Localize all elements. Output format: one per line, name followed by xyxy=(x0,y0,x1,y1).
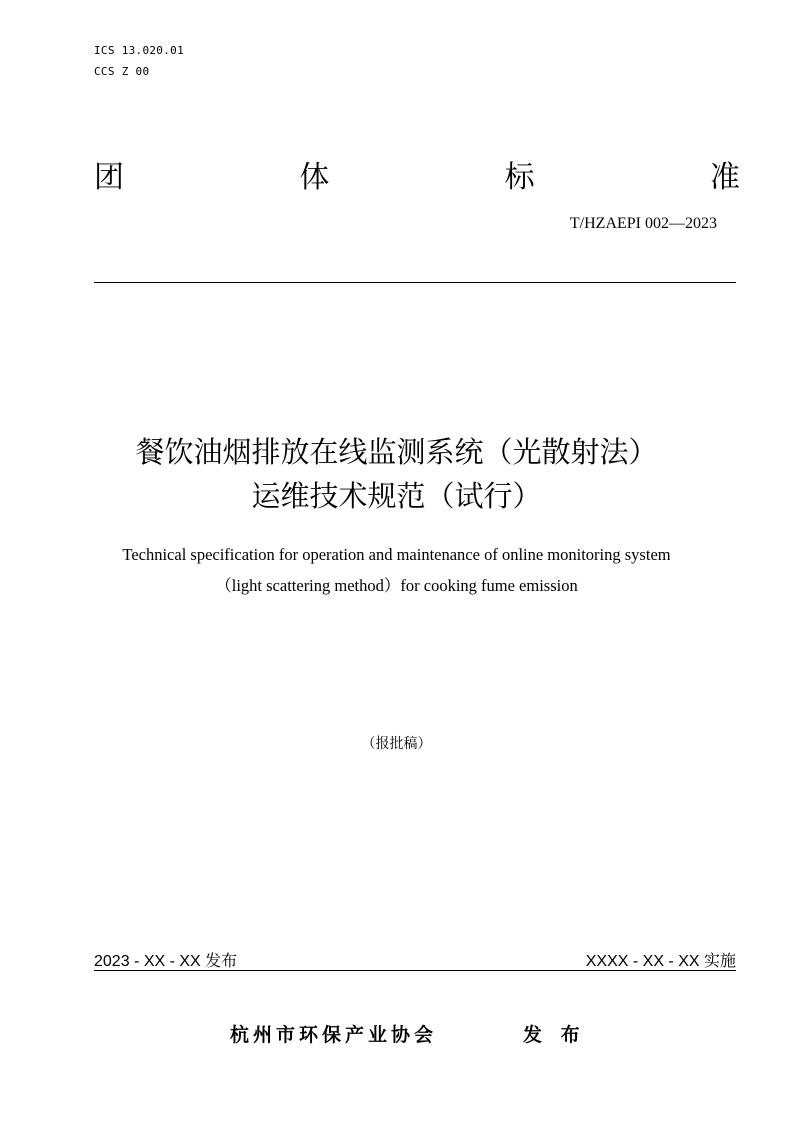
publish-label: 发 布 xyxy=(523,1024,586,1046)
top-divider xyxy=(94,282,736,283)
standard-type-char: 标 xyxy=(504,160,535,195)
publish-date: 2023 - XX - XX 发布 xyxy=(94,953,238,970)
standard-type-char: 准 xyxy=(709,160,740,195)
publisher-name: 杭州市环保产业协会 xyxy=(230,1024,438,1046)
standard-type-char: 团 xyxy=(94,160,124,195)
date-row xyxy=(94,948,736,972)
title-english-line-1: Technical specification for operation and maintenance of online monitoring system xyxy=(122,545,671,564)
ccs-code: CCS Z 00 xyxy=(94,65,150,78)
standard-number: T/HZAEPI 002—2023 xyxy=(569,215,717,232)
standard-type-char: 体 xyxy=(299,160,330,195)
ics-code: ICS 13.020.01 xyxy=(94,44,184,57)
bottom-divider xyxy=(94,970,736,971)
title-english-line-2: （light scattering method）for cooking fume emission xyxy=(215,576,578,595)
draft-status: （报批稿） xyxy=(361,736,432,752)
implementation-date: XXXX - XX - XX 实施 xyxy=(585,953,736,970)
standard-type-heading xyxy=(94,150,740,198)
title-chinese-line-1: 餐饮油烟排放在线监测系统（光散射法） xyxy=(135,435,658,469)
classification-codes xyxy=(94,40,184,82)
title-chinese-line-2: 运维技术规范（试行） xyxy=(251,479,542,513)
